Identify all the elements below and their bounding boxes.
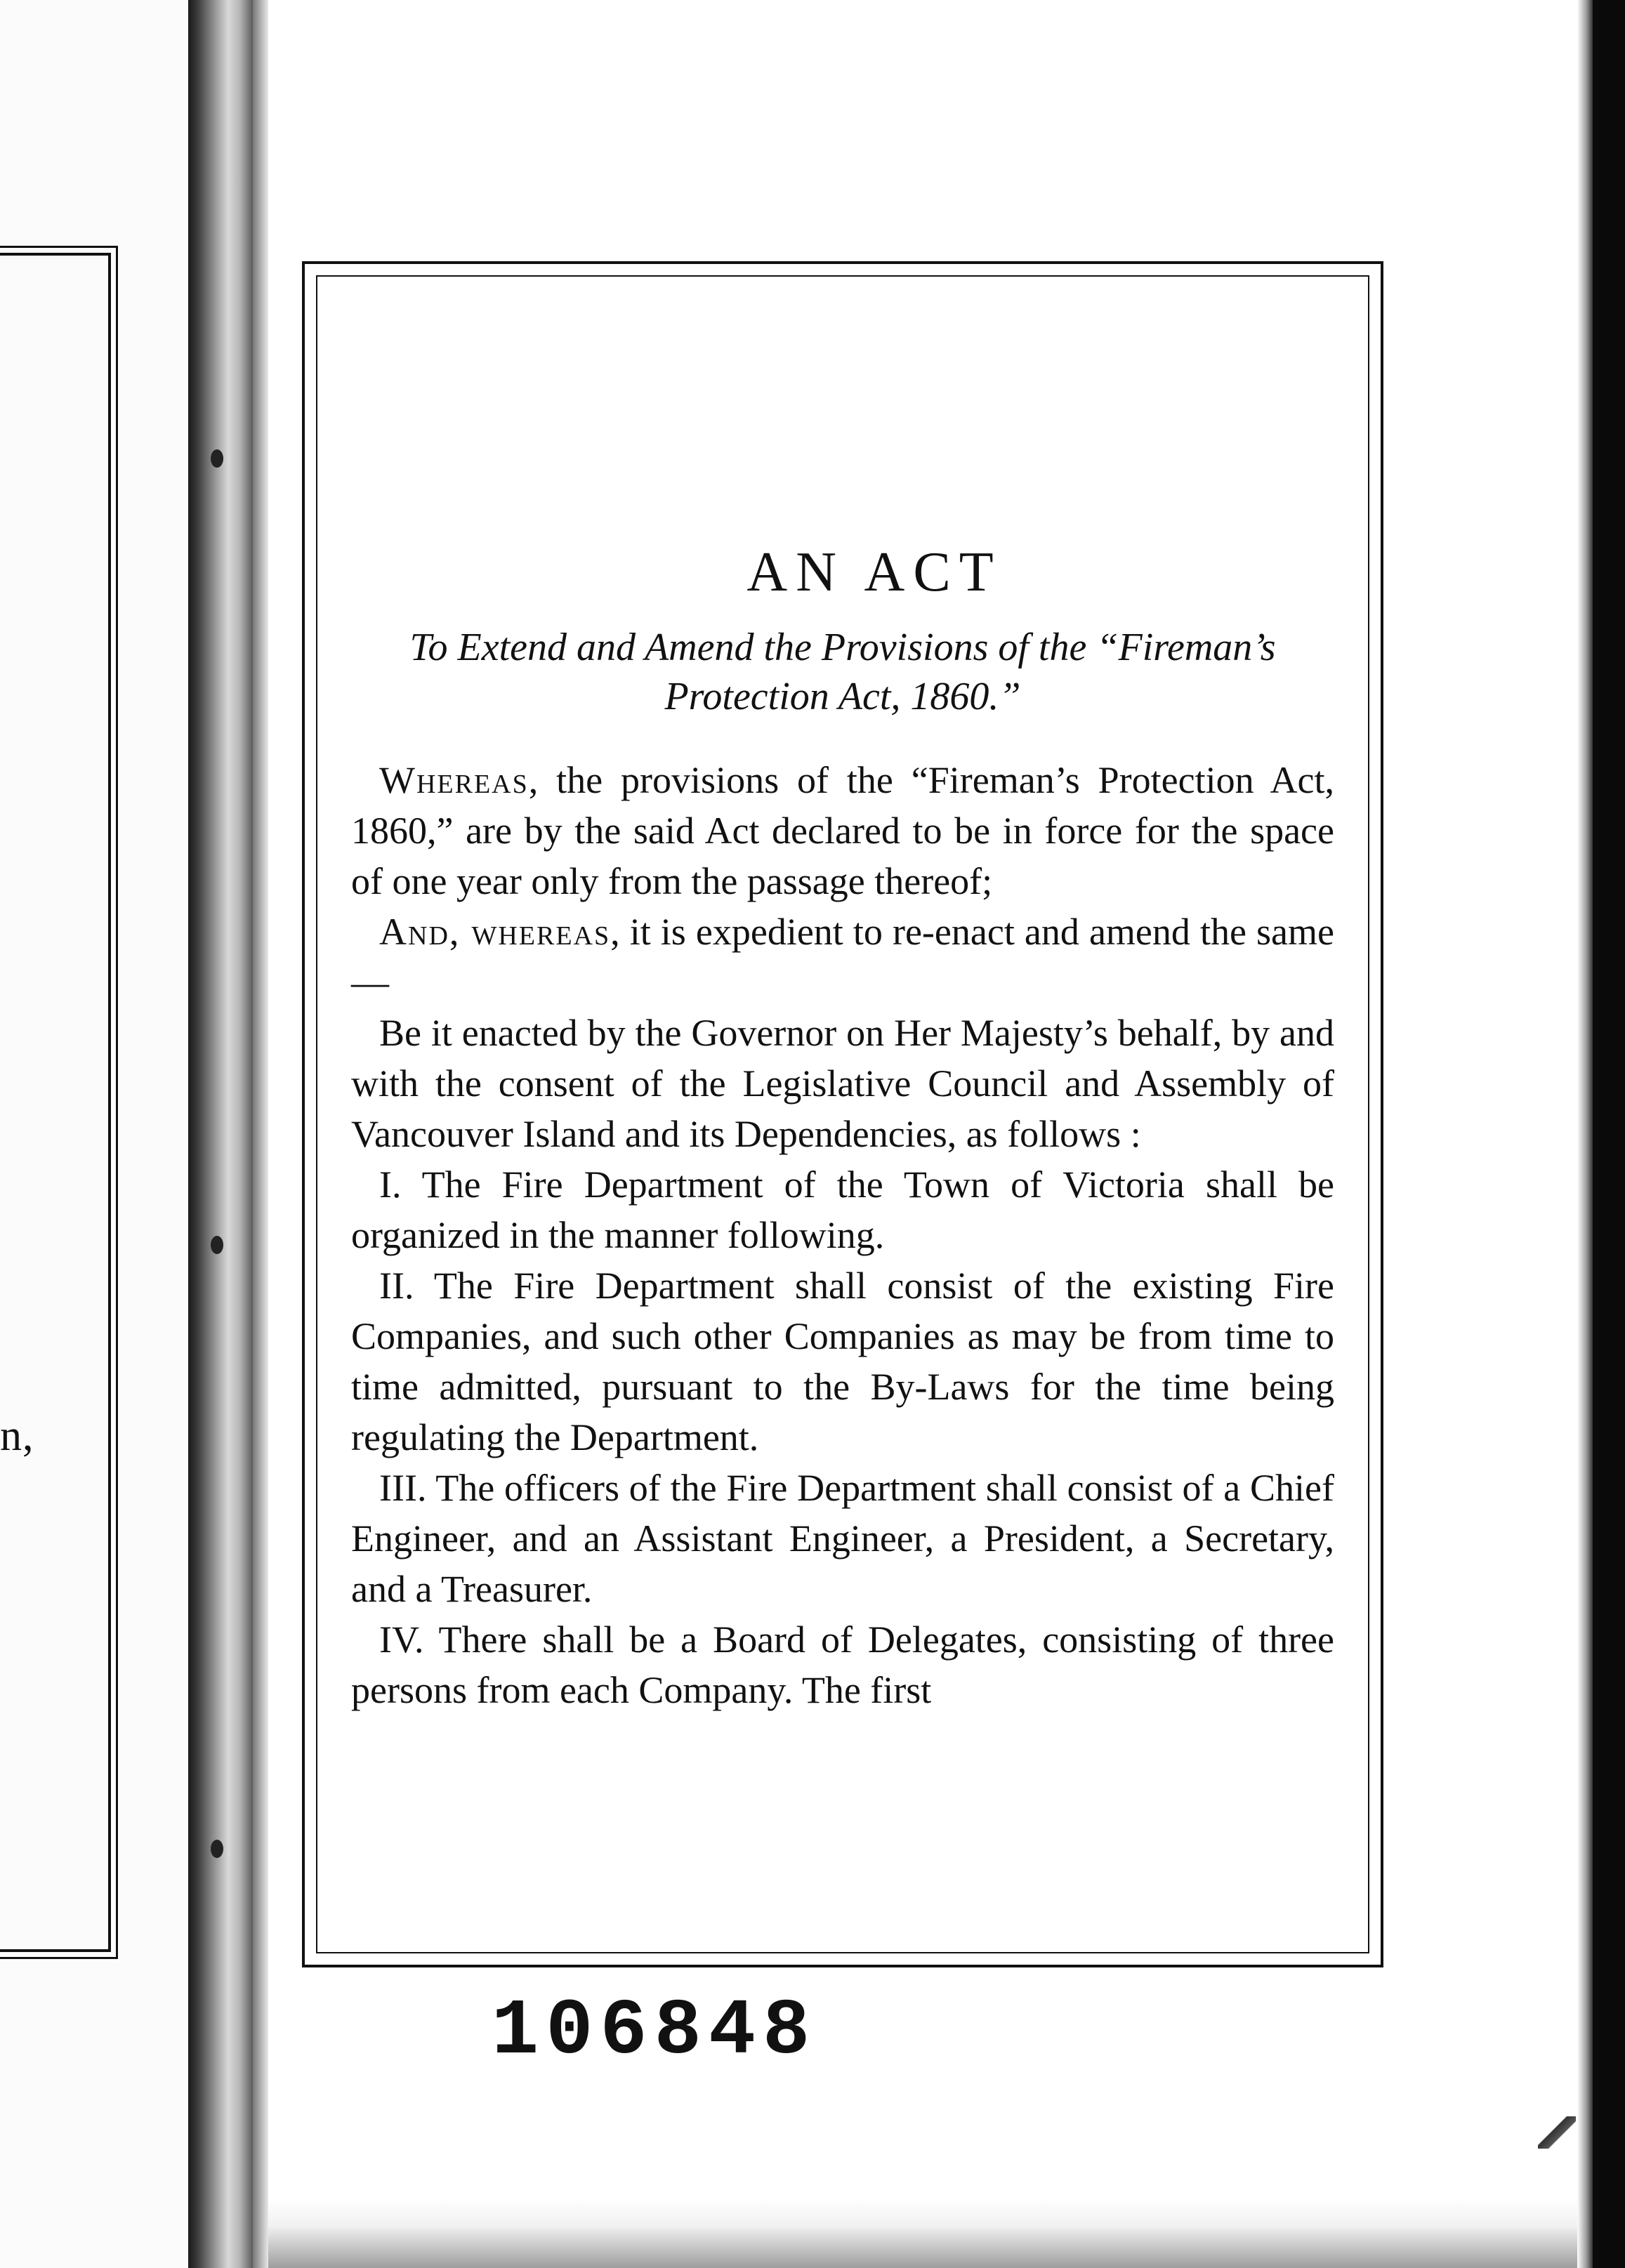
binding-stitch-mark (211, 1236, 223, 1254)
act-paragraph (351, 1159, 1334, 1260)
act-paragraph (351, 1008, 1334, 1159)
page-bottom-edge (268, 2198, 1577, 2268)
gutter-shadow (253, 0, 268, 2268)
paragraph-lead: And, whereas (379, 911, 611, 953)
catalog-number-stamp: 106848 (492, 1987, 817, 2076)
paragraph-text: The officers of the Fire Department shall consist of a Chief Engineer, and an Assistant Engineer, a President, a Secretary, and a Treasurer. (351, 1467, 1334, 1610)
act-title: AN ACT (746, 541, 1002, 603)
page-edge-shadow (1577, 0, 1593, 2268)
act-paragraph (351, 1614, 1334, 1715)
act-paragraph (351, 755, 1334, 906)
paragraph-text: , the provisions of the “Fireman’s Protection Act, 1860,” are by the said Act declared to be in force for the space of one year only from the passage thereof; (351, 759, 1334, 902)
paragraph-lead: II. (379, 1265, 414, 1307)
book-gutter (188, 0, 253, 2268)
binding-stitch-mark (211, 449, 223, 468)
left-facing-page (0, 0, 188, 2268)
paragraph-text: The Fire Department of the Town of Victoria shall be organized in the manner following. (351, 1163, 1334, 1256)
left-page-border (0, 253, 111, 1952)
act-text-block (351, 541, 1334, 1715)
act-paragraph (351, 906, 1334, 1008)
paragraph-text: The Fire Department shall consist of the existing Fire Companies, and such other Companies as may be from time to time admitted, pursuant to the By-Laws for the time being regulating the Department. (351, 1265, 1334, 1458)
left-page-text-fragment: n, (0, 1412, 34, 1460)
paragraph-text: , it is expedient to re-enact and amend the same— (351, 911, 1334, 1003)
scan-border-right (1593, 0, 1625, 2268)
binding-stitch-mark (211, 1840, 223, 1858)
act-body (351, 755, 1334, 1715)
paragraph-lead: IV. (379, 1618, 424, 1661)
paragraph-text: Be it enacted by the Governor on Her Majesty’s behalf, by and with the consent of the Legislative Council and Assembly of Vancouver Island and its Dependencies, as follows : (351, 1012, 1334, 1155)
act-paragraph (351, 1463, 1334, 1614)
paragraph-text: There shall be a Board of Delegates, consisting of three persons from each Company. The first (351, 1618, 1334, 1711)
paragraph-lead: III. (379, 1467, 427, 1509)
act-subtitle: To Extend and Amend the Provisions of the “Fireman’s Protection Act, 1860.” (409, 626, 1276, 718)
act-paragraph (351, 1260, 1334, 1463)
page-corner-mark (1538, 2116, 1576, 2149)
paragraph-lead: I. (379, 1163, 402, 1206)
paragraph-lead: Whereas (379, 759, 529, 801)
